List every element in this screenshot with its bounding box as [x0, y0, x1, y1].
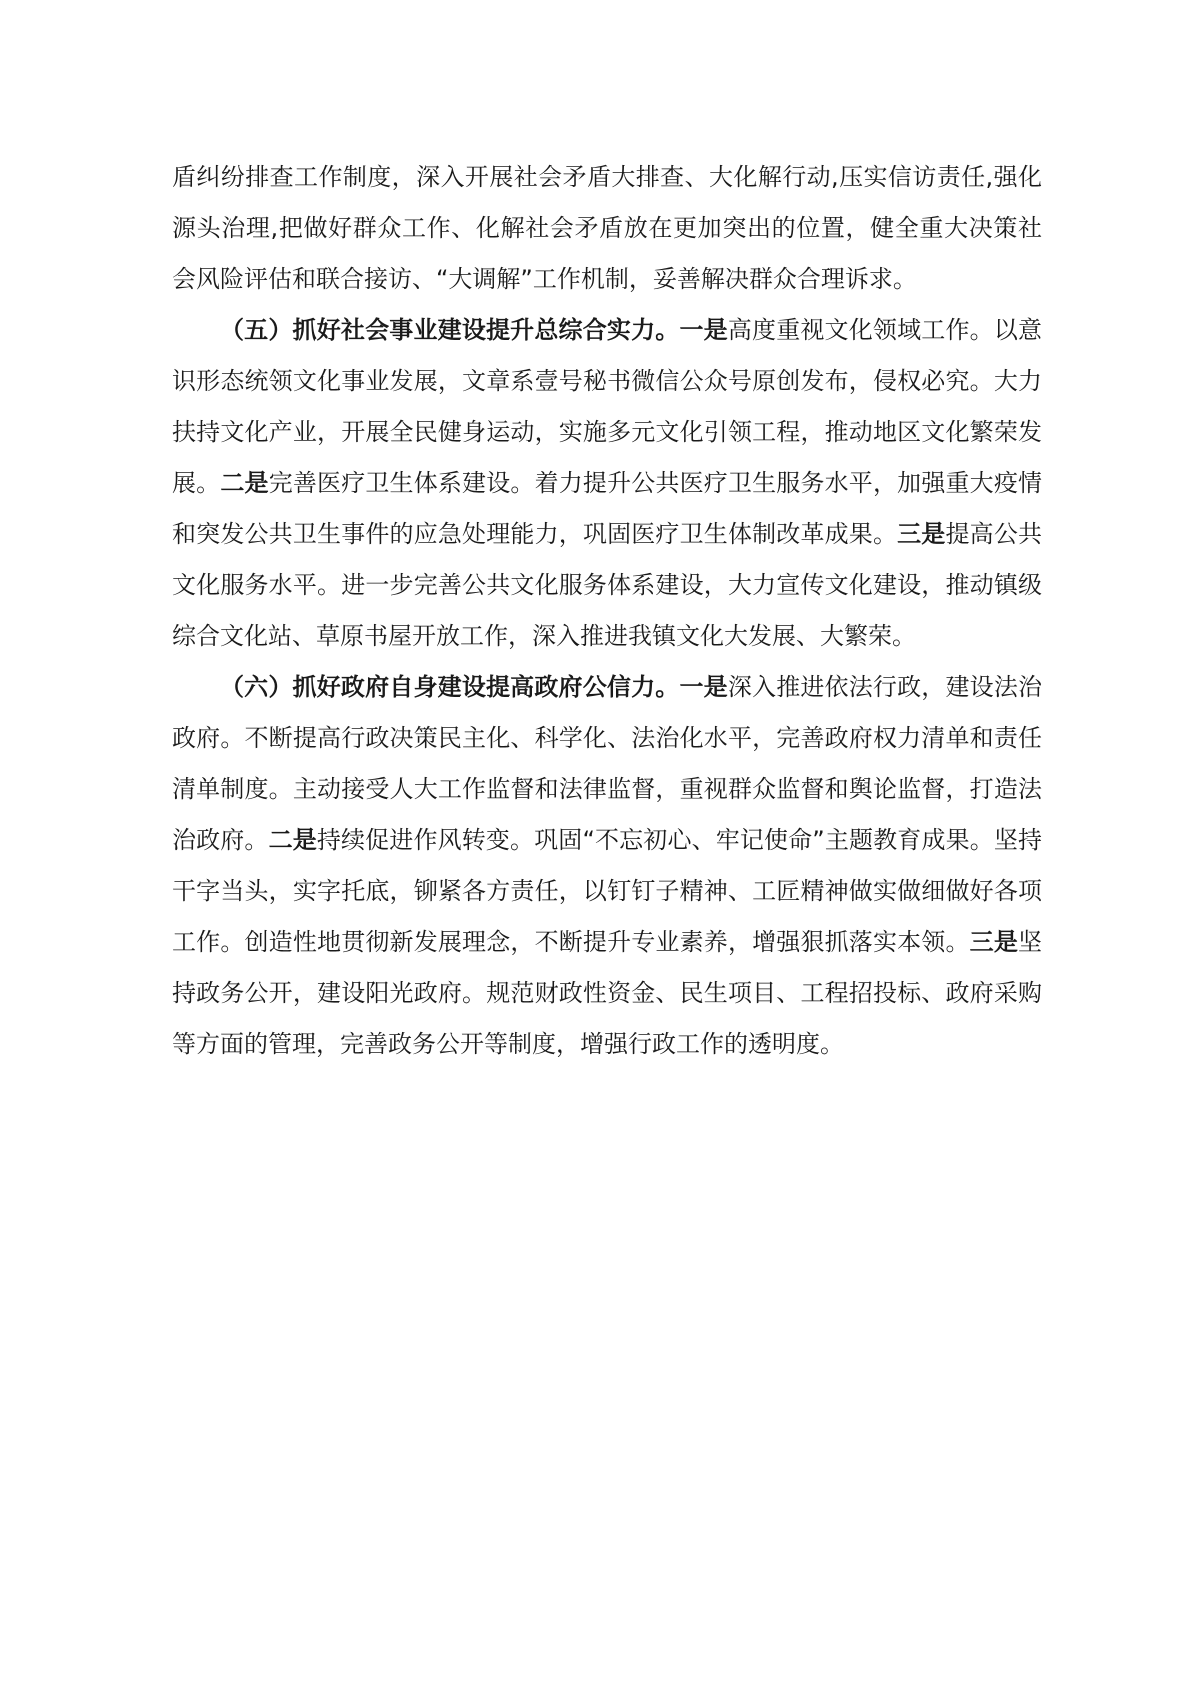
- point-two-text: 持续促进作风转变。巩固“不忘初心、牢记使命”主题教育成果。坚持干字当头，实字托底，铆紧各方责任，以钉钉子精神、工匠精神做实做细做好各项工作。创造性地贯彻新发展理念，不断提升专业素养，增强狠抓落实本领。: [172, 826, 1043, 956]
- paragraph-1: [172, 152, 1042, 305]
- point-one-label: 一是: [679, 316, 728, 344]
- point-two-label: 二是: [268, 826, 317, 854]
- point-one-label: 一是: [679, 673, 728, 701]
- document-body: [172, 152, 1042, 1070]
- paragraph-3-section-six: [172, 662, 1042, 1070]
- section-five-heading: （五）抓好社会事业建设提升总综合实力。: [220, 316, 680, 344]
- point-one-text: 高度重视文化领域工作。以意识形态统领文化事业发展，文章系壹号秘书微信公众号原创发布，侵权必究。大力扶持文化产业，开展全民健身运动，实施多元文化引领工程，推动地区文化繁荣发展。: [172, 316, 1043, 497]
- point-two-label: 二是: [220, 469, 269, 497]
- point-one-text: 深入推进依法行政，建设法治政府。不断提高行政决策民主化、科学化、法治化水平，完善政府权力清单和责任清单制度。主动接受人大工作监督和法律监督，重视群众监督和舆论监督，打造法治政府。: [172, 673, 1043, 854]
- section-six-heading: （六）抓好政府自身建设提高政府公信力。: [220, 673, 680, 701]
- paragraph-2-section-five: [172, 305, 1042, 662]
- paragraph-1-text: 盾纠纷排查工作制度，深入开展社会矛盾大排查、大化解行动,压实信访责任,强化源头治理,把做好群众工作、化解社会矛盾放在更加突出的位置，健全重大决策社会风险评估和联合接访、“大调解”工作机制，妥善解决群众合理诉求。: [172, 163, 1042, 293]
- point-two-text: 完善医疗卫生体系建设。着力提升公共医疗卫生服务水平，加强重大疫情和突发公共卫生事件的应急处理能力，巩固医疗卫生体制改革成果。: [172, 469, 1042, 548]
- point-three-text: 坚持政务公开，建设阳光政府。规范财政性资金、民生项目、工程招投标、政府采购等方面的管理，完善政务公开等制度，增强行政工作的透明度。: [172, 928, 1042, 1058]
- point-three-label: 三是: [897, 520, 946, 548]
- point-three-label: 三是: [969, 928, 1018, 956]
- point-three-text: 提高公共文化服务水平。进一步完善公共文化服务体系建设，大力宣传文化建设，推动镇级综合文化站、草原书屋开放工作，深入推进我镇文化大发展、大繁荣。: [172, 520, 1042, 650]
